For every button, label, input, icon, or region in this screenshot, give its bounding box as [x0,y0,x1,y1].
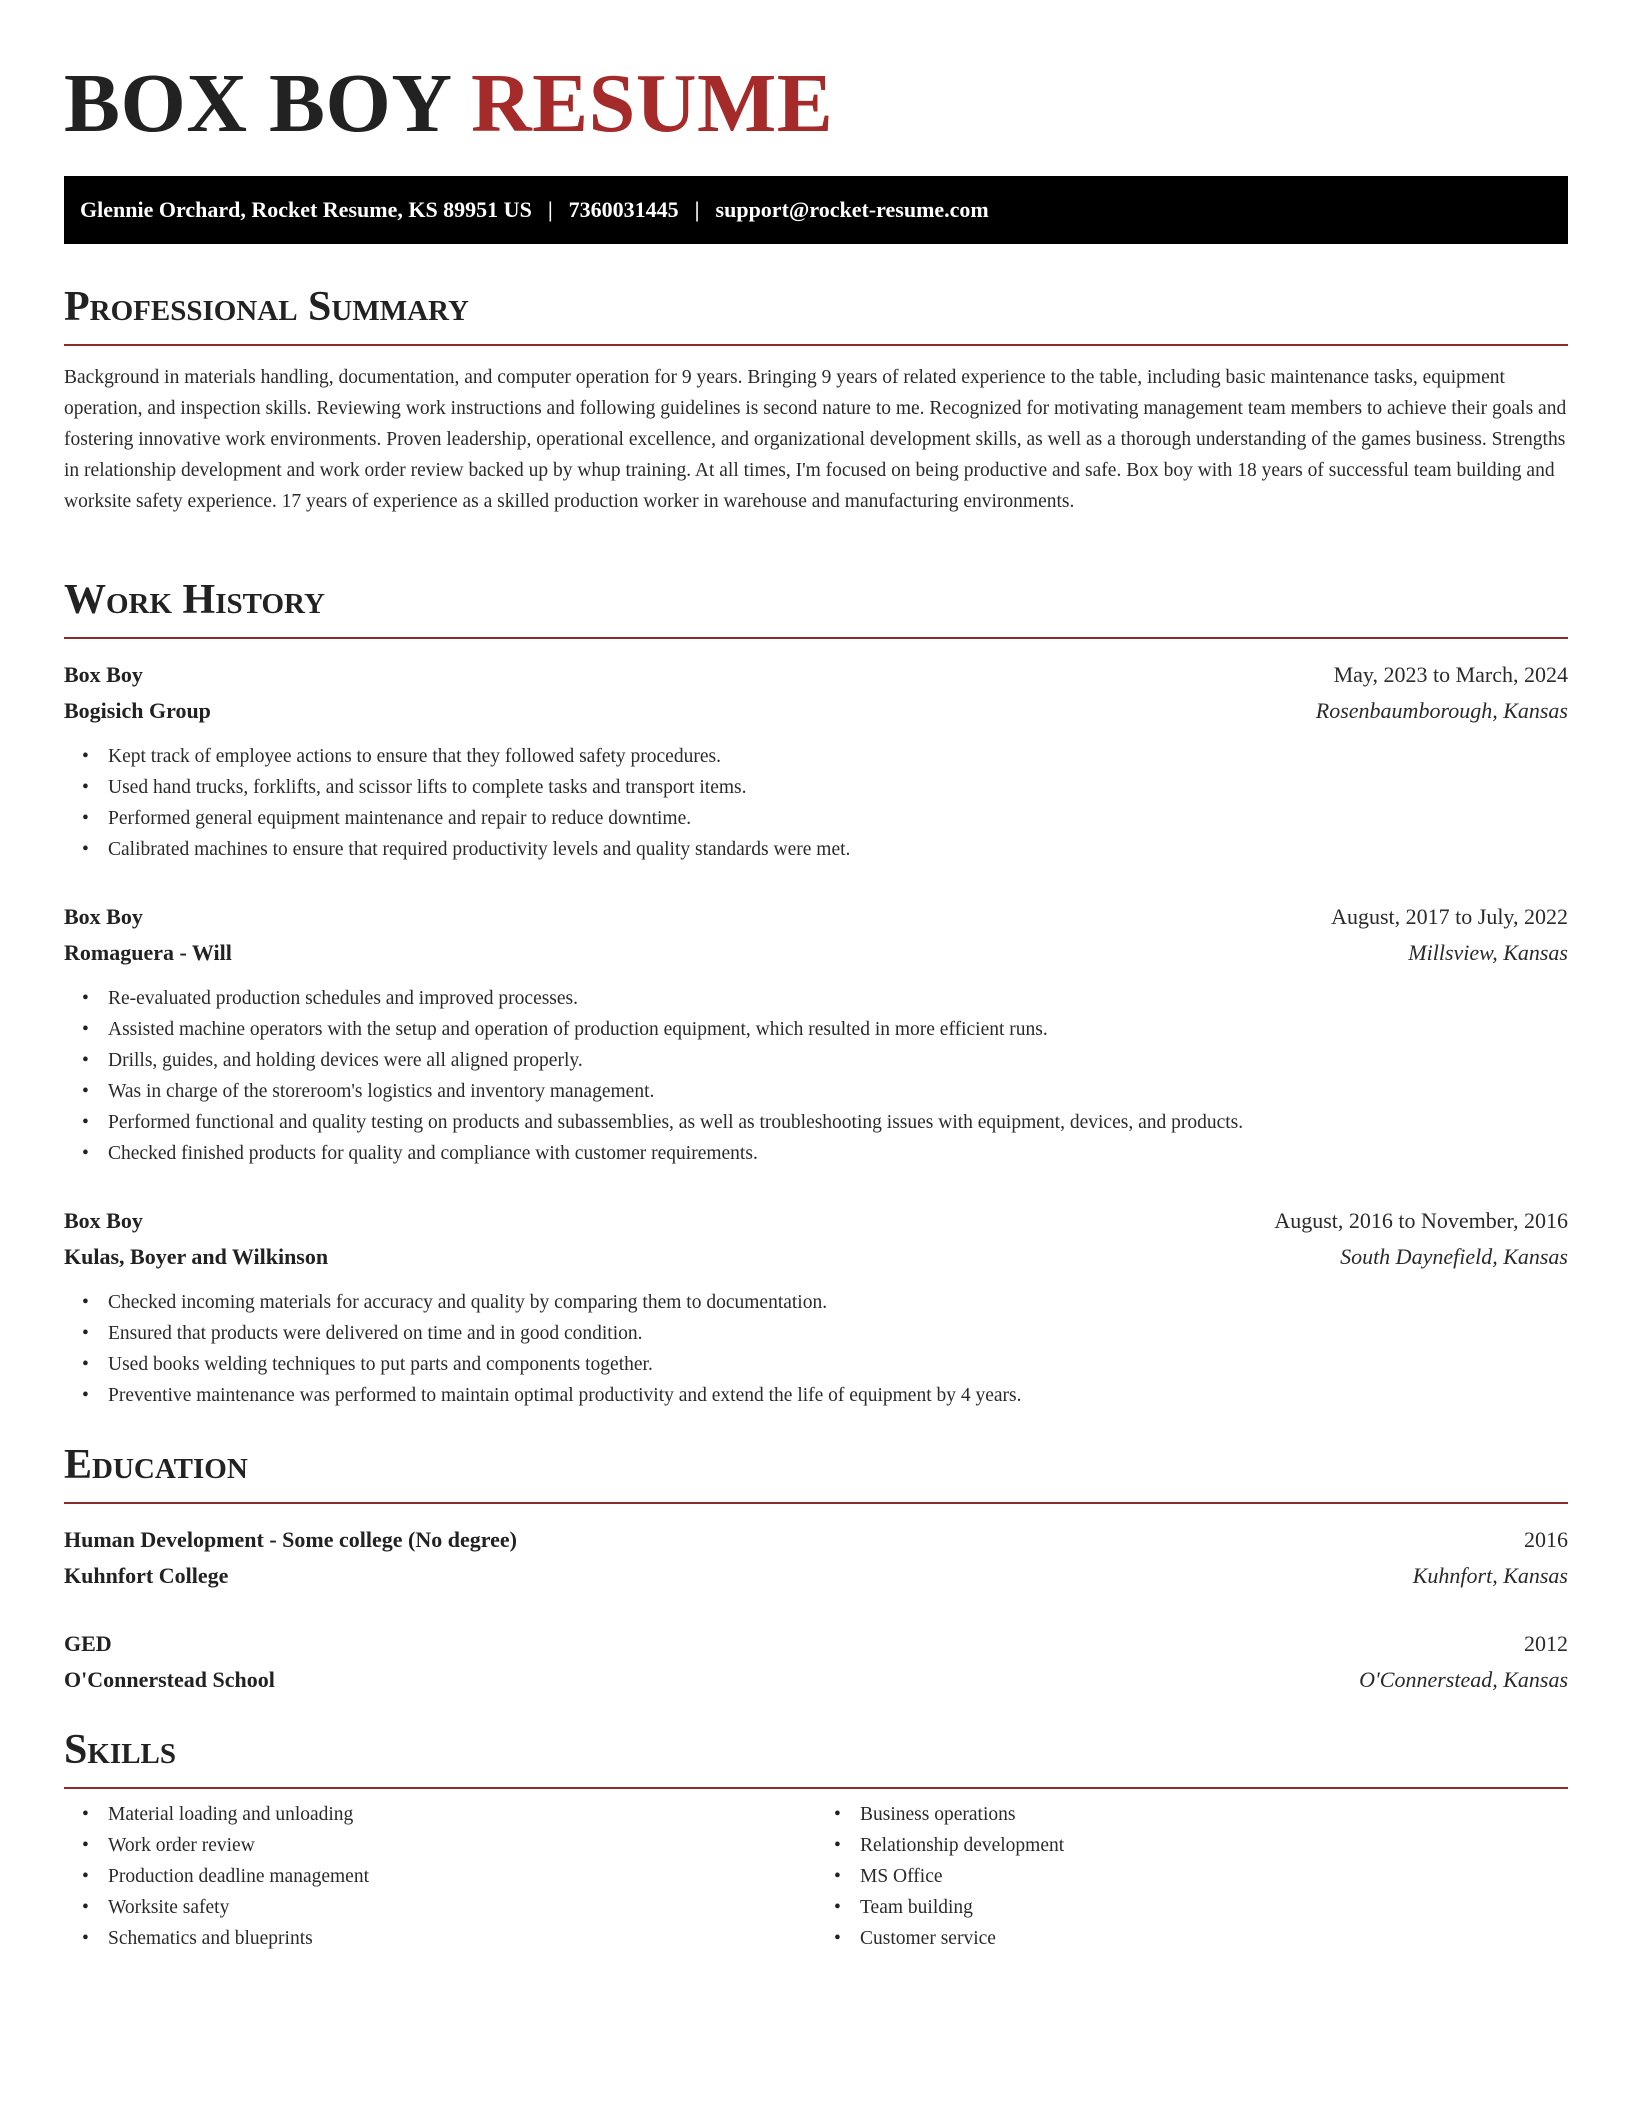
education-heading: Education [64,1442,248,1488]
job-duty: • Performed general equipment maintenance and repair to reduce downtime. [108,803,1568,834]
summary-section [64,280,1568,517]
contact-address: Glennie Orchard, Rocket Resume, KS 89951 US [80,197,532,222]
job-duty: • Assisted machine operators with the setup and operation of production equipment, which resulted in more efficient runs. [108,1014,1568,1045]
skill-item: • Team building [860,1892,1568,1923]
contact-email: support@rocket-resume.com [715,197,989,222]
job-duty: • Preventive maintenance was performed to maintain optimal productivity and extend the life of equipment by 4 years. [108,1380,1568,1411]
education-location: O'Connerstead, Kansas [1359,1667,1568,1692]
job-dates: August, 2017 to July, 2022 [1331,904,1568,929]
education-year: 2012 [1524,1631,1568,1656]
job-duty: • Checked incoming materials for accuracy and quality by comparing them to documentation. [108,1287,1568,1318]
skill-item: • Relationship development [860,1830,1568,1861]
contact-separator: | [694,197,700,222]
skill-item: • Material loading and unloading [108,1799,816,1830]
education-entry [64,1522,1568,1594]
skills-heading: Skills [64,1727,177,1773]
education-section [64,1438,1568,1698]
resume-title [64,56,833,152]
job-location: Rosenbaumborough, Kansas [1315,698,1568,723]
work-history-heading: Work History [64,577,325,623]
job-duty: • Checked finished products for quality and compliance with customer requirements. [108,1138,1568,1169]
job-dates: August, 2016 to November, 2016 [1274,1208,1568,1233]
skill-item: • Worksite safety [108,1892,816,1923]
job-title: Box Boy [64,1208,143,1233]
contact-separator: | [547,197,553,222]
work-history-section [64,573,1568,1411]
job-duty: • Calibrated machines to ensure that required productivity levels and quality standards were met. [108,834,1568,865]
contact-phone: 7360031445 [568,197,679,222]
education-school: O'Connerstead School [64,1667,275,1692]
skill-item: • Production deadline management [108,1861,816,1892]
skills-grid [64,1799,1568,1954]
job-company: Bogisich Group [64,698,211,723]
title-job: BOX BOY [64,57,450,150]
contact-bar [64,176,1568,244]
section-divider [64,1502,1568,1504]
education-location: Kuhnfort, Kansas [1412,1563,1568,1588]
education-degree: Human Development - Some college (No degree) [64,1527,517,1552]
education-entry [64,1626,1568,1698]
job-title: Box Boy [64,904,143,929]
skills-section [64,1723,1568,1954]
skill-item: • Work order review [108,1830,816,1861]
skill-item: • Business operations [860,1799,1568,1830]
job-duties [64,741,1568,865]
job-duty: • Kept track of employee actions to ensure that they followed safety procedures. [108,741,1568,772]
job-dates: May, 2023 to March, 2024 [1333,662,1568,687]
summary-text: Background in materials handling, documentation, and computer operation for 9 years. Bringing 9 years of related experience to the table, including basic maintenance tasks, equipment operation, and inspection skills. Reviewing work instructions and following guidelines is second nature to me. Recognized for motivating management team members to achieve their goals and fostering innovative work environments. Proven leadership, operational excellence, and organizational development skills, as well as a thorough understanding of the games business. Strengths in relationship development and work order review backed up by whup training. At all times, I'm focused on being productive and safe. Box boy with 18 years of successful team building and worksite safety experience. 17 years of experience as a skilled production worker in warehouse and manufacturing environments. [64,367,1567,512]
skill-item: • Schematics and blueprints [108,1923,816,1954]
skills-column-left [64,1799,816,1954]
job-duty: • Re-evaluated production schedules and improved processes. [108,983,1568,1014]
skill-item: • Customer service [860,1923,1568,1954]
education-school: Kuhnfort College [64,1563,229,1588]
summary-heading: Professional Summary [64,284,469,330]
job-duty: • Performed functional and quality testing on products and subassemblies, as well as troubleshooting issues with equipment, devices, and products. [108,1107,1568,1138]
job-location: South Daynefield, Kansas [1340,1244,1568,1269]
job-duty: • Drills, guides, and holding devices were all aligned properly. [108,1045,1568,1076]
job-duty: • Ensured that products were delivered on time and in good condition. [108,1318,1568,1349]
skills-column-right [816,1799,1568,1954]
education-year: 2016 [1524,1527,1568,1552]
section-divider [64,637,1568,639]
section-divider [64,1787,1568,1789]
section-divider [64,344,1568,346]
job-duty: • Used books welding techniques to put parts and components together. [108,1349,1568,1380]
job-title: Box Boy [64,662,143,687]
job-company: Kulas, Boyer and Wilkinson [64,1244,329,1269]
title-resume-word: RESUME [470,57,834,150]
education-degree: GED [64,1631,112,1656]
job-entry [64,899,1568,1169]
job-company: Romaguera - Will [64,940,232,965]
job-duties [64,983,1568,1169]
job-entry [64,657,1568,865]
job-duty: • Was in charge of the storeroom's logistics and inventory management. [108,1076,1568,1107]
job-entry [64,1203,1568,1411]
skill-item: • MS Office [860,1861,1568,1892]
job-location: Millsview, Kansas [1408,940,1568,965]
job-duties [64,1287,1568,1411]
job-duty: • Used hand trucks, forklifts, and scissor lifts to complete tasks and transport items. [108,772,1568,803]
